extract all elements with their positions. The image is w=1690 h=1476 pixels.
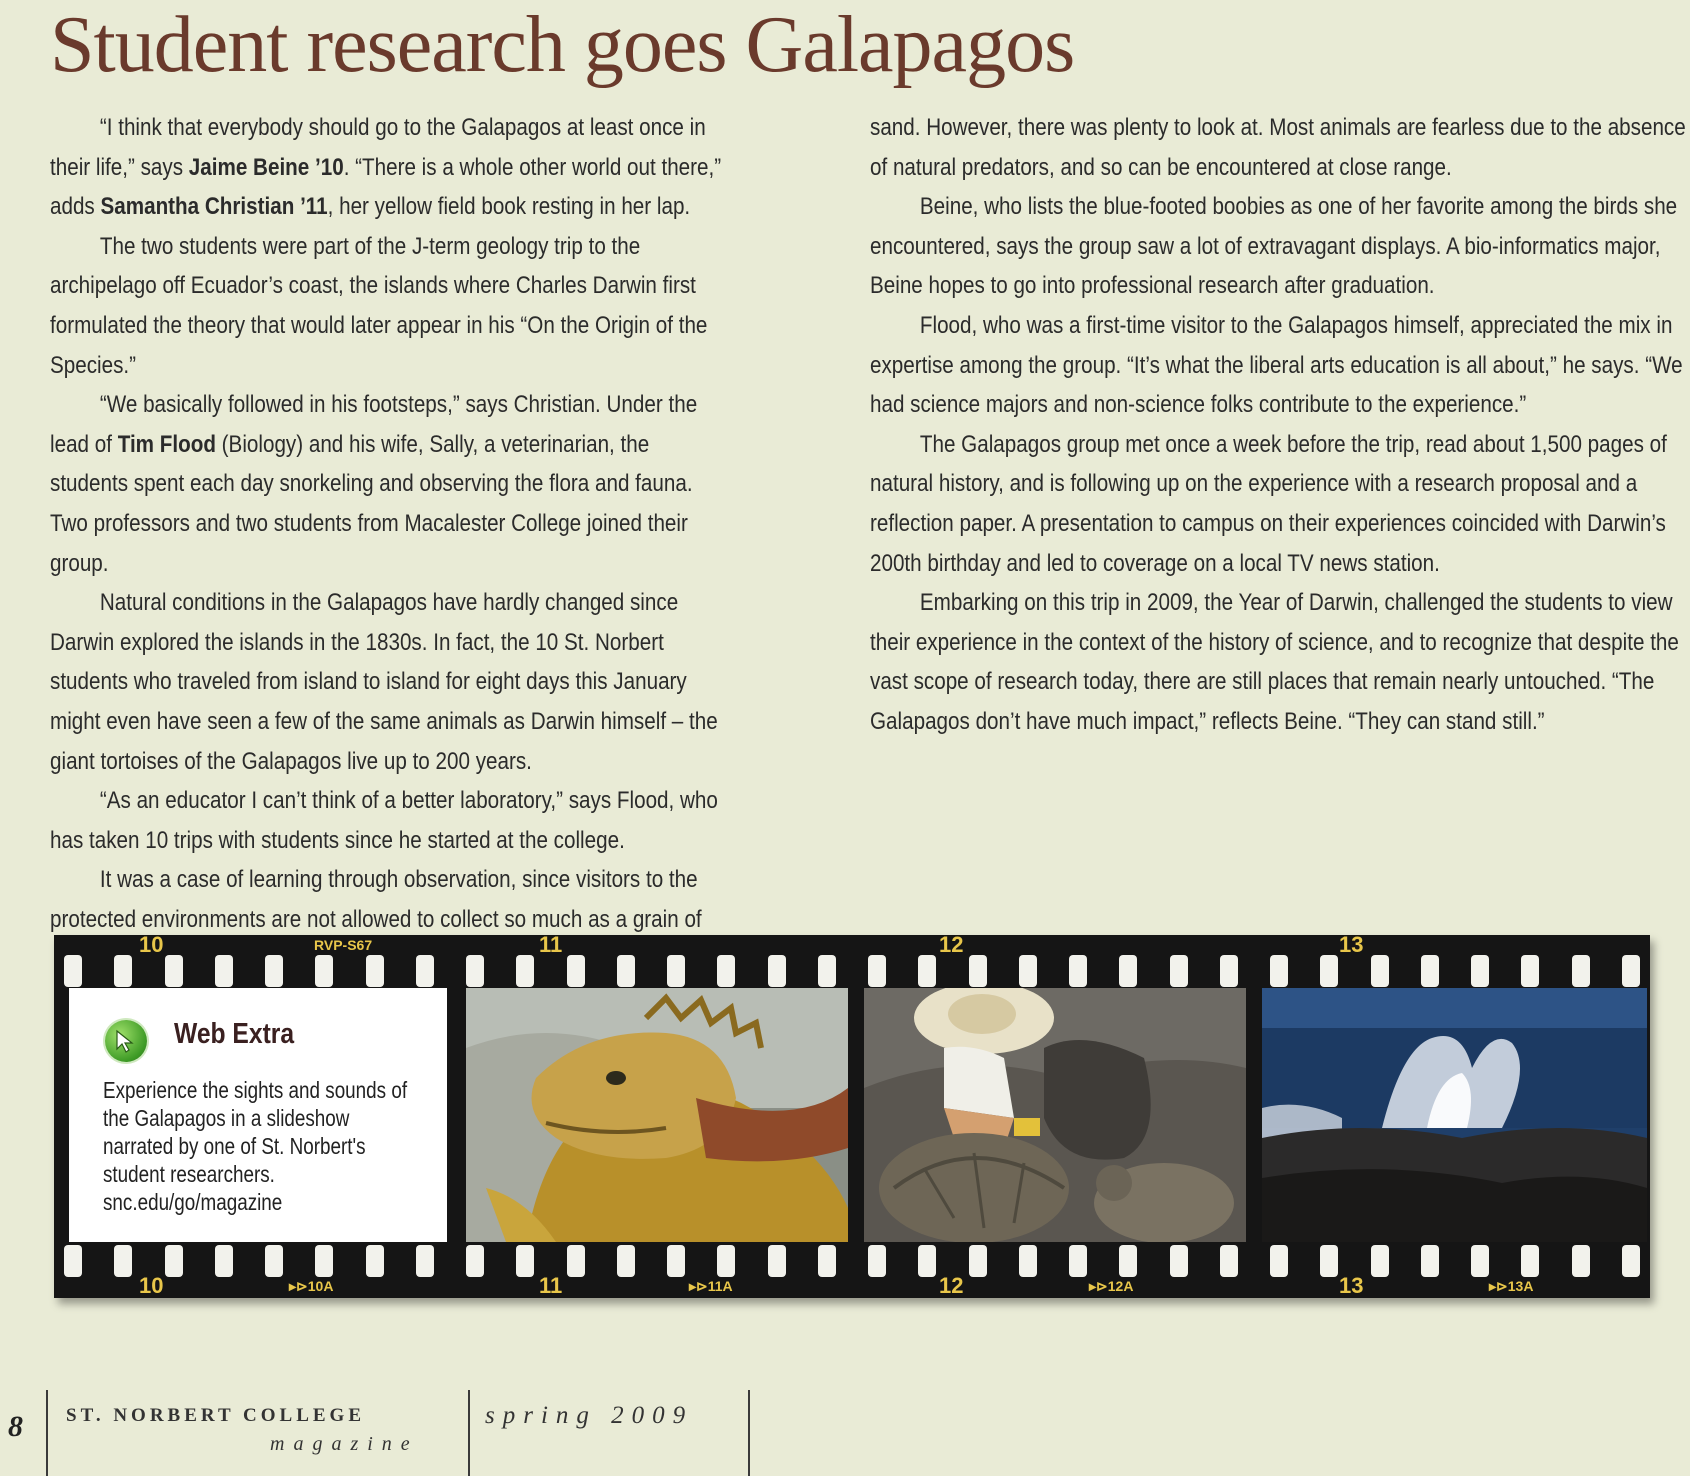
web-extra-title: Web Extra (174, 1018, 295, 1050)
film-strip (54, 932, 1650, 1298)
frame-number: 10 (139, 1273, 164, 1298)
sprocket-hole (818, 1245, 836, 1277)
sprocket-hole (667, 955, 685, 987)
sprocket-hole (315, 955, 333, 987)
frame-number: 11 (539, 932, 563, 957)
paragraph: It was a case of learning through observation, since visitors to the protected environments are not allowed to collect so much as a grain of (50, 866, 702, 933)
sprocket-hole (1170, 1245, 1188, 1277)
paragraph: The two students were part of the J-term geology trip to the archipelago off Ecuador’s coast, the islands where Charles Darwin first formulated the theory that would later appear in his “On the Origin of the Species.” (50, 232, 708, 379)
film-code: ▸⊳10A (289, 1278, 334, 1294)
sprocket-hole (1521, 955, 1539, 987)
sprocket-hole (114, 955, 132, 987)
sprocket-hole (969, 1245, 987, 1277)
sprocket-hole (768, 955, 786, 987)
sprocket-hole (1521, 1245, 1539, 1277)
sprocket-hole (1270, 1245, 1288, 1277)
photo-iguana (466, 988, 848, 1242)
film-code: ▸⊳12A (1089, 1278, 1134, 1294)
sprocket-hole (1170, 955, 1188, 987)
paragraph: Natural conditions in the Galapagos have hardly changed since Darwin explored the islands in the 1830s. In fact, the 10 St. Norbert students who traveled from island to island for eight days this January might even have seen a few of the same animals as Darwin himself – the giant tortoises of the Galapagos live up to 200 years. (50, 589, 718, 775)
web-extra-panel[interactable] (69, 988, 447, 1242)
sprocket-hole (1019, 1245, 1037, 1277)
sprocket-hole (466, 955, 484, 987)
sprocket-hole (1069, 955, 1087, 987)
sprocket-hole (114, 1245, 132, 1277)
photo-blowhole (1262, 988, 1647, 1242)
sprocket-row-top (64, 955, 1640, 989)
article-column-right (870, 108, 1690, 742)
sprocket-row-bottom (64, 1245, 1640, 1279)
sprocket-hole (1471, 955, 1489, 987)
sprocket-hole (617, 1245, 635, 1277)
sprocket-hole (1320, 1245, 1338, 1277)
sprocket-hole (215, 1245, 233, 1277)
frame-number: 12 (939, 1273, 964, 1298)
sprocket-hole (64, 955, 82, 987)
sprocket-hole (1220, 1245, 1238, 1277)
sprocket-hole (1371, 1245, 1389, 1277)
publication-name: ST. NORBERT COLLEGE (66, 1405, 365, 1426)
paragraph: The Galapagos group met once a week before the trip, read about 1,500 pages of natural history, and is following up on the experience with a research proposal and a reflection paper. A presentation to campus on their experiences coincided with Darwin’s 200th birthday and led to coverage on a local TV news station. (870, 430, 1667, 577)
sprocket-hole (717, 955, 735, 987)
sprocket-hole (416, 1245, 434, 1277)
paragraph: “As an educator I can’t think of a better laboratory,” says Flood, who has taken 10 trips with students since he started at the college. (50, 787, 718, 854)
paragraph: Embarking on this trip in 2009, the Year of Darwin, challenged the students to view their experience in the context of the history of science, and to recognize that despite the vast scope of research today, there are still places that remain nearly untouched. “The Galapagos don’t have much impact,” reflects Beine. “They can stand still.” (870, 589, 1679, 735)
frame-number: 13 (1339, 1273, 1364, 1298)
sprocket-hole (416, 955, 434, 987)
frame-number: 12 (939, 932, 964, 957)
sprocket-hole (366, 955, 384, 987)
sprocket-hole (1421, 955, 1439, 987)
sprocket-hole (918, 955, 936, 987)
sprocket-hole (768, 1245, 786, 1277)
sprocket-hole (667, 1245, 685, 1277)
sprocket-hole (165, 955, 183, 987)
frame-number: 11 (539, 1273, 563, 1298)
article-column-left (50, 108, 729, 939)
sprocket-hole (315, 1245, 333, 1277)
sprocket-hole (969, 955, 987, 987)
sprocket-hole (1572, 955, 1590, 987)
sprocket-hole (1019, 955, 1037, 987)
article-title: Student research goes Galapagos (50, 1, 1075, 89)
sprocket-hole (516, 1245, 534, 1277)
sprocket-hole (818, 955, 836, 987)
sprocket-hole (1471, 1245, 1489, 1277)
sprocket-hole (1220, 955, 1238, 987)
issue-date: spring 2009 (485, 1402, 694, 1429)
sprocket-hole (868, 955, 886, 987)
sprocket-hole (64, 1245, 82, 1277)
film-code: ▸⊳11A (689, 1278, 733, 1294)
sprocket-hole (1320, 955, 1338, 987)
sprocket-hole (918, 1245, 936, 1277)
web-extra-url[interactable]: snc.edu/go/magazine (103, 1189, 283, 1215)
sprocket-hole (1622, 955, 1640, 987)
film-code: RVP-S67 (314, 937, 373, 953)
sprocket-hole (1371, 955, 1389, 987)
footer-divider (468, 1390, 470, 1476)
sprocket-hole (1270, 955, 1288, 987)
paragraph: sand. However, there was plenty to look at. Most animals are fearless due to the absence of natural predators, and so can be encountered at close range. (870, 114, 1686, 181)
footer-divider (748, 1390, 750, 1476)
sprocket-hole (1622, 1245, 1640, 1277)
web-extra-text: Experience the sights and sounds of the Galapagos in a slideshow narrated by one of St. Norbert's student researchers. snc.edu/go/magazine (103, 1076, 415, 1216)
sprocket-hole (1119, 955, 1137, 987)
sprocket-hole (466, 1245, 484, 1277)
cursor-arrow-icon (105, 1020, 147, 1062)
photo-student-tortoise (864, 988, 1246, 1242)
sprocket-hole (265, 1245, 283, 1277)
paragraph: Beine, who lists the blue-footed boobies as one of her favorite among the birds she encountered, says the group saw a lot of extravagant displays. A bio-informatics major, Beine hopes to go into professional research after graduation. (870, 193, 1678, 300)
sprocket-hole (366, 1245, 384, 1277)
sprocket-hole (1119, 1245, 1137, 1277)
frame-number: 10 (139, 932, 164, 957)
sprocket-hole (567, 955, 585, 987)
paragraph: “I think that everybody should go to the Galapagos at least once in their life,” says Jaime Beine ’10. “There is a whole other world out there,” adds Samantha Christian ’11, her yellow field book resting in her lap. (50, 114, 722, 221)
publication-subtitle: magazine (270, 1433, 419, 1455)
sprocket-hole (717, 1245, 735, 1277)
sprocket-hole (868, 1245, 886, 1277)
sprocket-hole (516, 955, 534, 987)
paragraph: “We basically followed in his footsteps,” says Christian. Under the lead of Tim Flood (Biology) and his wife, Sally, a veterinarian, the students spent each day snorkeling and observing the flora and fauna. Two professors and two students from Macalester College joined their group. (50, 391, 698, 577)
frame-number: 13 (1339, 932, 1364, 957)
page-number: 8 (8, 1410, 23, 1443)
sprocket-hole (265, 955, 283, 987)
paragraph: Flood, who was a first-time visitor to the Galapagos himself, appreciated the mix in expertise among the group. “It’s what the liberal arts education is all about,” he says. “We had science majors and non-science folks contribute to the experience.” (870, 311, 1683, 419)
sprocket-hole (617, 955, 635, 987)
sprocket-hole (1572, 1245, 1590, 1277)
sprocket-hole (165, 1245, 183, 1277)
sprocket-hole (567, 1245, 585, 1277)
sprocket-hole (215, 955, 233, 987)
film-code: ▸⊳13A (1489, 1278, 1534, 1294)
sprocket-hole (1069, 1245, 1087, 1277)
footer-divider (46, 1390, 48, 1476)
sprocket-hole (1421, 1245, 1439, 1277)
